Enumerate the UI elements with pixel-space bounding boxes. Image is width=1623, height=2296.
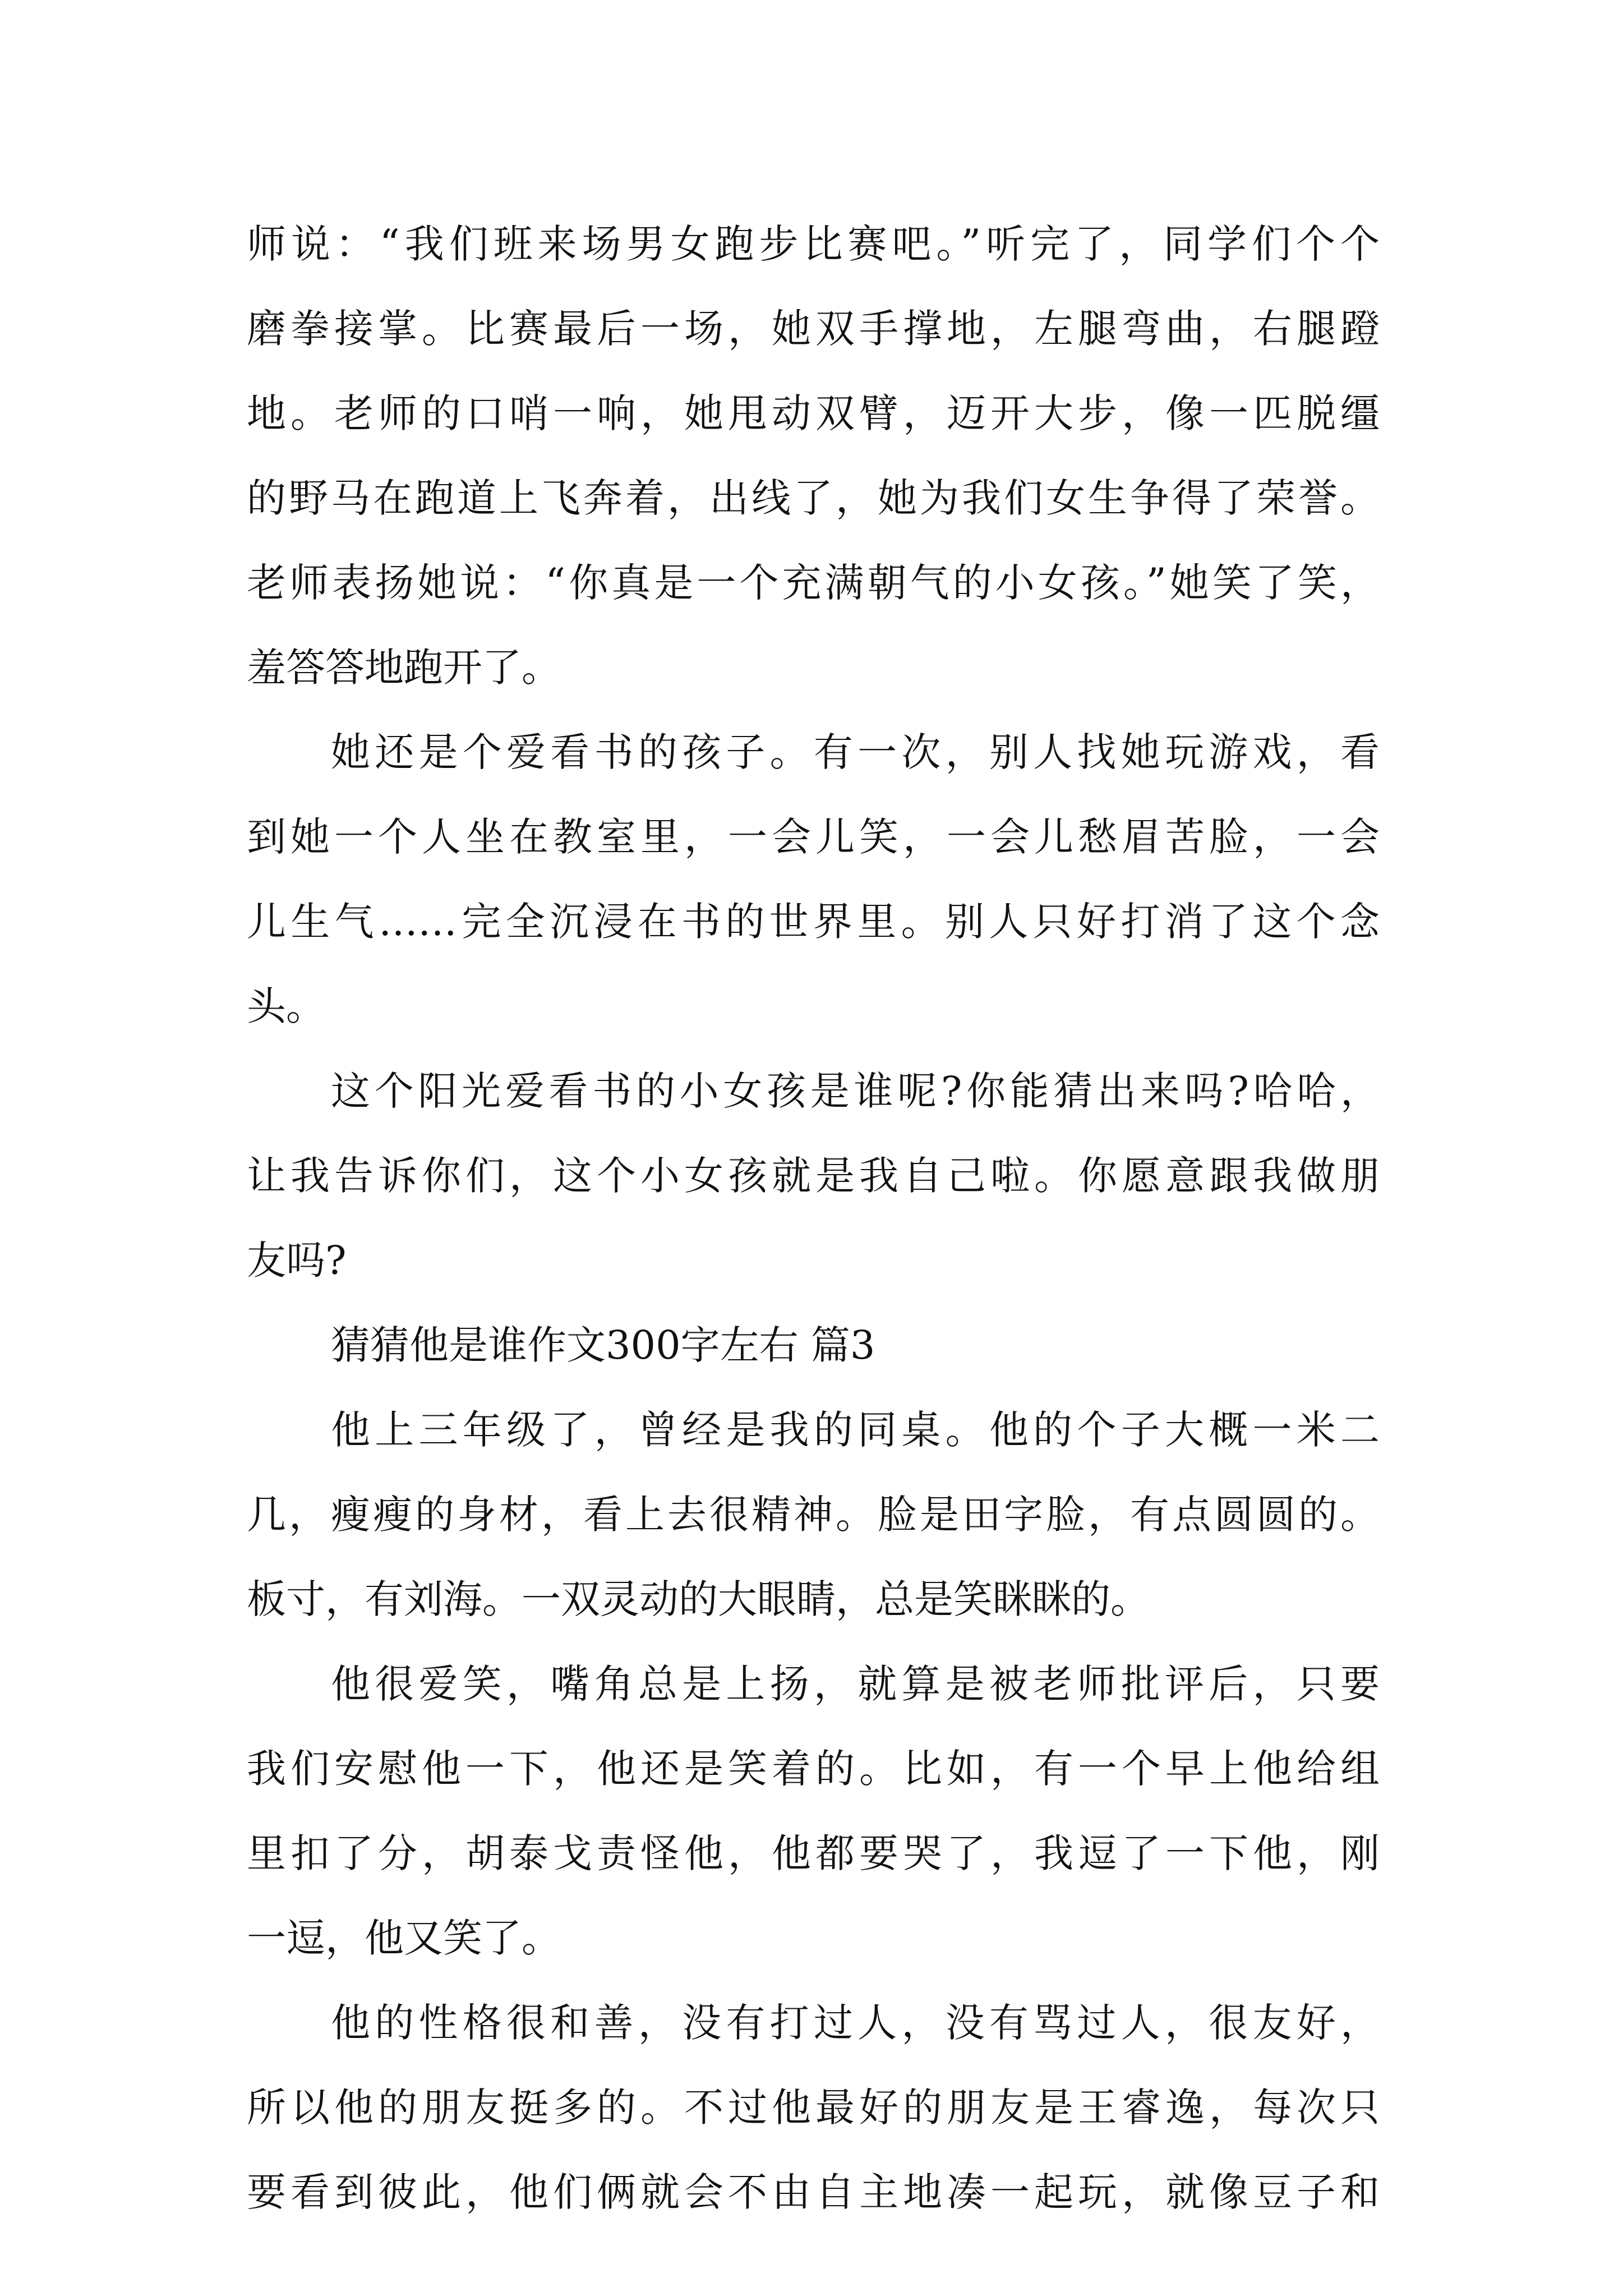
paragraph-first-line: 他上三年级了，曾经是我的同桌。他的个子大概一米二 (331, 1407, 1380, 1453)
text-line: 头。 (247, 983, 325, 1029)
text-line: 磨拳接掌。比赛最后一场，她双手撑地，左腿弯曲，右腿蹬 (247, 306, 1380, 352)
text-line: 到她一个人坐在教室里，一会儿笑，一会儿愁眉苦脸，一会 (247, 814, 1380, 860)
paragraph-first-line: 他的性格很和善，没有打过人，没有骂过人，很友好， (331, 2000, 1380, 2046)
text-line: 所以他的朋友挺多的。不过他最好的朋友是王睿逸，每次只 (247, 2085, 1380, 2131)
text-line: 要看到彼此，他们俩就会不由自主地凑一起玩，就像豆子和 (247, 2169, 1380, 2215)
paragraph-first-line: 她还是个爱看书的孩子。有一次，别人找她玩游戏，看 (331, 729, 1380, 775)
text-line: 师说：“我们班来场男女跑步比赛吧。”听完了，同学们个个 (247, 221, 1380, 267)
text-line: 让我告诉你们，这个小女孩就是我自己啦。你愿意跟我做朋 (247, 1153, 1380, 1199)
essay-body (247, 202, 1380, 2235)
text-line: 几，瘦瘦的身材，看上去很精神。脸是田字脸，有点圆圆的。 (247, 1492, 1380, 1538)
paragraph-first-line: 这个阳光爱看书的小女孩是谁呢?你能猜出来吗?哈哈， (331, 1068, 1380, 1114)
paragraph-first-line: 他很爱笑，嘴角总是上扬，就算是被老师批评后，只要 (331, 1661, 1380, 1707)
text-line: 板寸，有刘海。一双灵动的大眼睛，总是笑眯眯的。 (247, 1576, 1150, 1622)
text-line: 羞答答地跑开了。 (247, 645, 561, 691)
text-line: 地。老师的口哨一响，她甩动双臂，迈开大步，像一匹脱缰 (247, 390, 1380, 436)
text-line: 的野马在跑道上飞奔着，出线了，她为我们女生争得了荣誉。 (247, 475, 1380, 521)
text-line: 里扣了分，胡泰戈责怪他，他都要哭了，我逗了一下他，刚 (247, 1830, 1380, 1876)
text-line: 一逗，他又笑了。 (247, 1915, 561, 1961)
text-line: 我们安慰他一下，他还是笑着的。比如，有一个早上他给组 (247, 1746, 1380, 1792)
text-line: 儿生气……完全沉浸在书的世界里。别人只好打消了这个念 (247, 899, 1380, 945)
text-line: 老师表扬她说：“你真是一个充满朝气的小女孩。”她笑了笑， (247, 560, 1380, 606)
text-line: 友吗? (247, 1237, 347, 1283)
section-heading: 猜猜他是谁作文300字左右 篇3 (331, 1322, 875, 1368)
